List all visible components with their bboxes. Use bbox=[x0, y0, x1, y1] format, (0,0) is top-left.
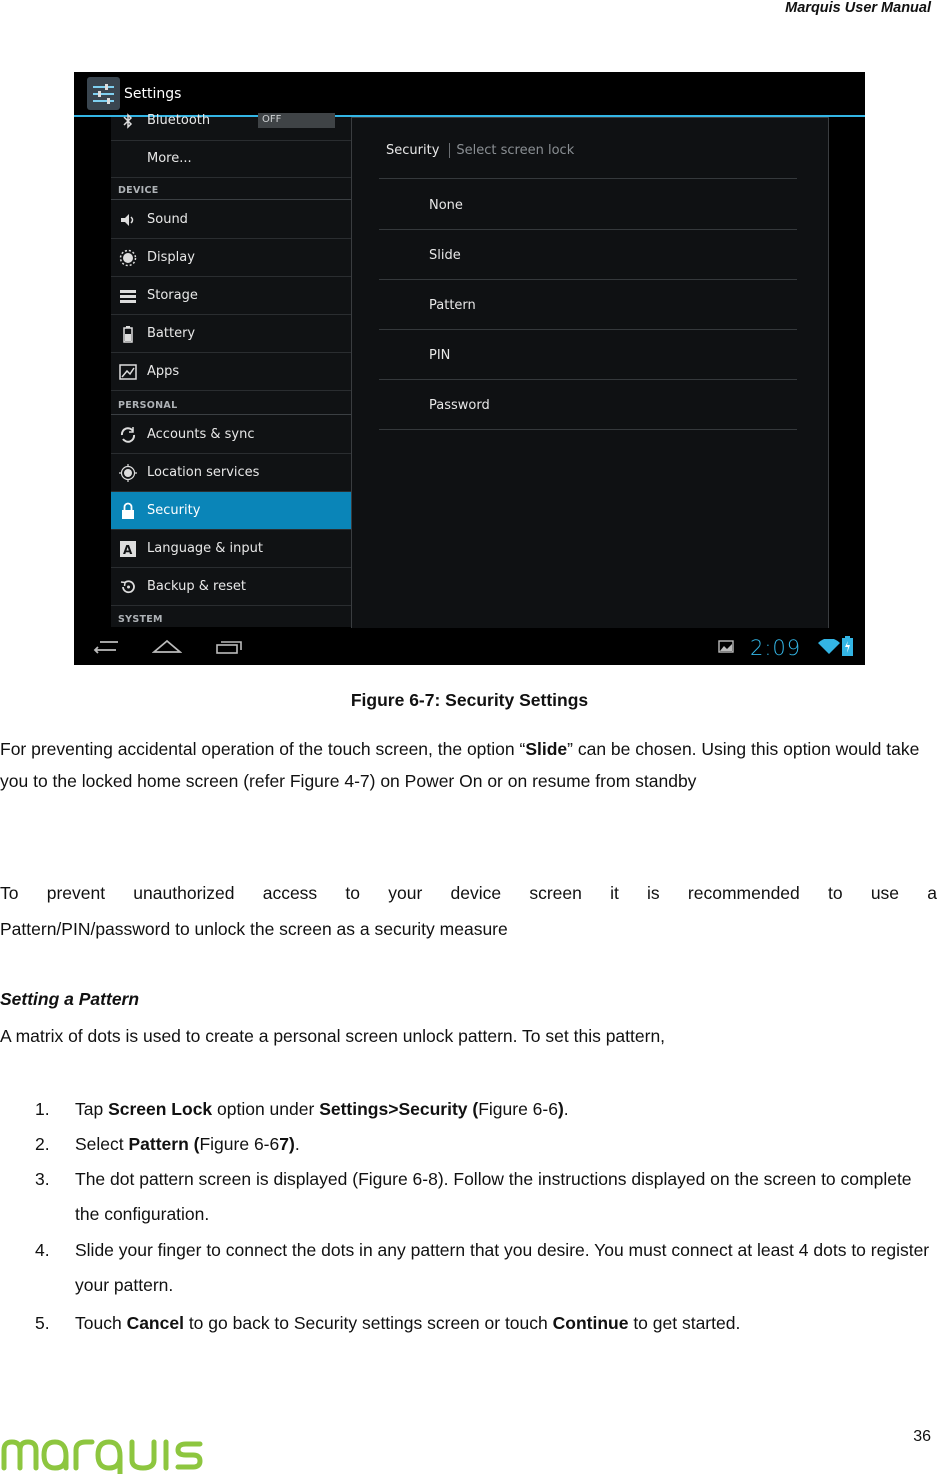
running-header: Marquis User Manual bbox=[785, 0, 931, 16]
settings-item-label: Display bbox=[147, 250, 195, 265]
settings-item-language[interactable] bbox=[111, 530, 351, 568]
lock-option-none[interactable]: None bbox=[379, 179, 797, 230]
paragraph-security-line1: To prevent unauthorized access to your device screen it is recommended to use a bbox=[0, 883, 937, 903]
location-icon bbox=[119, 464, 137, 482]
marquis-logo bbox=[0, 1436, 270, 1474]
svg-text:A: A bbox=[123, 543, 133, 557]
settings-item-label: Backup & reset bbox=[147, 579, 246, 594]
settings-item-label: Location services bbox=[147, 465, 260, 480]
lock-option-password[interactable]: Password bbox=[379, 379, 797, 430]
settings-item-label: Security bbox=[147, 503, 201, 518]
sync-icon bbox=[119, 426, 137, 444]
settings-item-accounts-sync[interactable] bbox=[111, 416, 351, 454]
backup-icon bbox=[119, 578, 137, 596]
settings-app-icon[interactable] bbox=[87, 77, 120, 110]
app-title: Settings bbox=[124, 86, 182, 102]
divider bbox=[111, 199, 351, 200]
lock-icon bbox=[119, 502, 137, 520]
panel-subtitle: Select screen lock bbox=[449, 143, 574, 158]
settings-item-sound[interactable] bbox=[111, 201, 351, 239]
settings-item-security[interactable] bbox=[111, 492, 351, 530]
section-device: DEVICE bbox=[118, 185, 159, 196]
clock: 2:09 bbox=[750, 636, 802, 660]
paragraph-pattern-intro: A matrix of dots is used to create a personal screen unlock pattern. To set this pattern, bbox=[0, 1026, 666, 1046]
back-icon[interactable] bbox=[92, 638, 120, 654]
section-system: SYSTEM bbox=[118, 614, 163, 625]
settings-item-location[interactable] bbox=[111, 454, 351, 492]
settings-item-bluetooth[interactable] bbox=[111, 107, 351, 141]
figure-caption: Figure 6-7: Security Settings bbox=[350, 690, 589, 710]
settings-item-label: Storage bbox=[147, 288, 198, 303]
security-settings-screenshot bbox=[74, 72, 865, 665]
language-icon bbox=[119, 540, 137, 558]
recent-apps-icon[interactable] bbox=[214, 638, 244, 654]
screen-lock-panel bbox=[351, 117, 829, 632]
settings-item-label: Battery bbox=[147, 326, 196, 341]
settings-item-label: Sound bbox=[147, 212, 188, 227]
settings-item-label: Language & input bbox=[147, 541, 263, 556]
battery-icon bbox=[119, 325, 137, 343]
settings-item-label: Bluetooth bbox=[147, 113, 211, 128]
wifi-icon bbox=[818, 639, 840, 655]
sound-icon bbox=[119, 211, 137, 229]
lock-option-pattern[interactable]: Pattern bbox=[379, 279, 797, 330]
panel-title: Security bbox=[386, 143, 440, 158]
apps-icon bbox=[119, 363, 137, 381]
settings-item-battery[interactable] bbox=[111, 315, 351, 353]
display-icon bbox=[119, 249, 137, 267]
storage-icon bbox=[119, 287, 137, 305]
page-number: 36 bbox=[913, 1428, 931, 1445]
divider bbox=[111, 414, 351, 415]
panel-breadcrumb bbox=[386, 143, 574, 158]
settings-item-storage[interactable] bbox=[111, 277, 351, 315]
settings-item-label: Accounts & sync bbox=[147, 427, 255, 442]
lock-option-slide[interactable]: Slide bbox=[379, 229, 797, 280]
battery-status-icon bbox=[842, 636, 853, 656]
lock-option-pin[interactable]: PIN bbox=[379, 329, 797, 380]
section-heading: Setting a Pattern bbox=[0, 989, 140, 1009]
settings-item-label: More... bbox=[147, 151, 192, 166]
home-icon[interactable] bbox=[152, 638, 182, 654]
gallery-notification-icon bbox=[718, 640, 734, 653]
section-personal: PERSONAL bbox=[118, 400, 178, 411]
settings-item-label: Apps bbox=[147, 364, 180, 379]
settings-item-display[interactable] bbox=[111, 239, 351, 277]
settings-item-backup[interactable] bbox=[111, 568, 351, 606]
bluetooth-icon bbox=[119, 112, 137, 130]
paragraph-slide-option: For preventing accidental operation of the touch screen, the option “Slide” can be chosen. Using this option would take you to the locked home screen (refer Figure 4-7) on Power On or on resume from standby bbox=[0, 739, 920, 791]
settings-item-apps[interactable] bbox=[111, 353, 351, 391]
system-nav-bar bbox=[74, 628, 865, 665]
settings-list bbox=[111, 113, 351, 627]
paragraph-security-line2: Pattern/PIN/password to unlock the screen as a security measure bbox=[0, 919, 508, 939]
bluetooth-toggle[interactable]: OFF bbox=[258, 113, 335, 128]
settings-item-more[interactable] bbox=[111, 140, 351, 178]
